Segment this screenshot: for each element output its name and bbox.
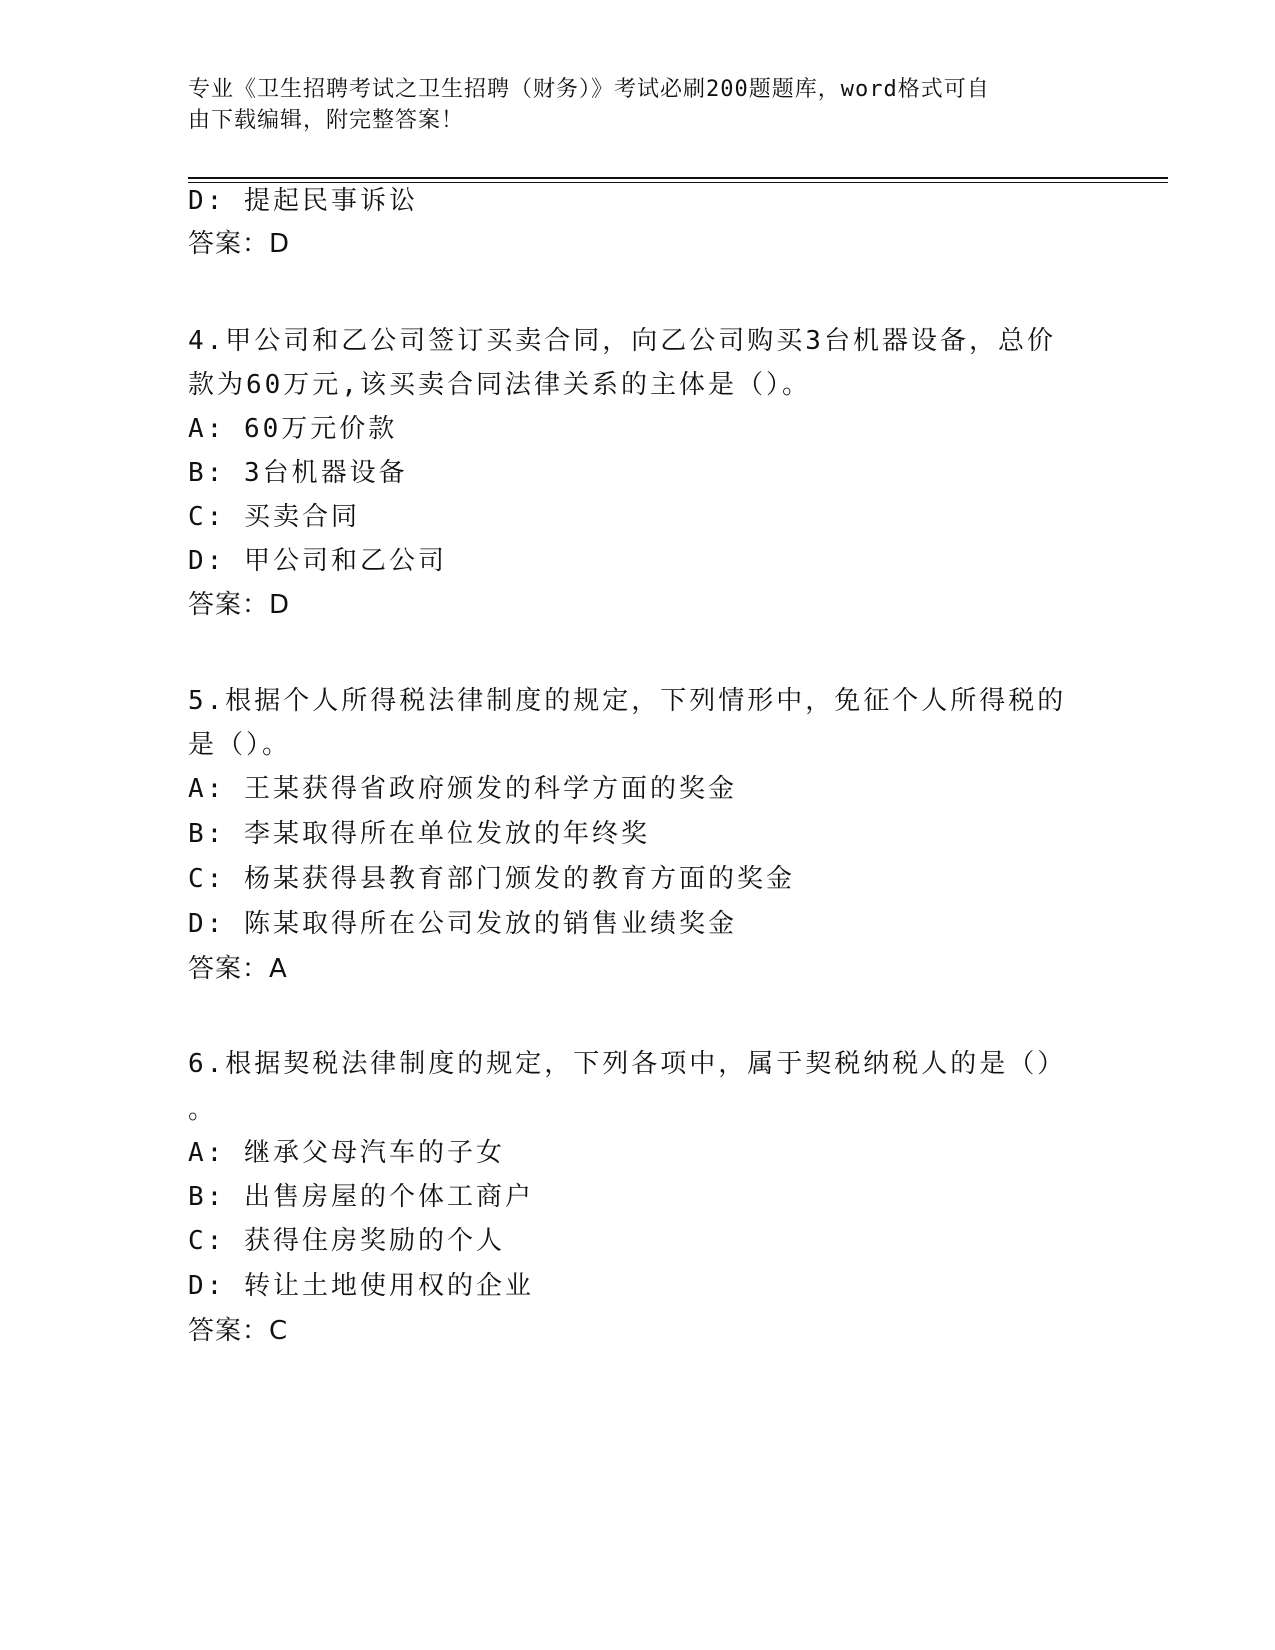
q4-option-a: A: 60万元价款 [188, 414, 398, 444]
q6-option-d: D: 转让土地使用权的企业 [188, 1271, 534, 1301]
q3-option-d: D: 提起民事诉讼 [188, 186, 418, 216]
q3-answer: 答案：D [188, 229, 291, 259]
q4-option-c: C: 买卖合同 [188, 502, 360, 532]
q6-stem-line-1: 6.根据契税法律制度的规定，下列各项中，属于契税纳税人的是（） [188, 1049, 1067, 1079]
q5-stem-line-2: 是（）。 [188, 730, 292, 760]
q6-stem-line-2: 。 [188, 1095, 218, 1125]
q6-option-c: C: 获得住房奖励的个人 [188, 1226, 505, 1256]
q6-option-a: A: 继承父母汽车的子女 [188, 1138, 505, 1168]
header-line-2: 由下载编辑，附完整答案！ [188, 108, 465, 133]
document-header [188, 74, 1068, 136]
q4-option-d: D: 甲公司和乙公司 [188, 546, 447, 576]
q4-stem-line-1: 4.甲公司和乙公司签订买卖合同，向乙公司购买3台机器设备，总价 [188, 326, 1056, 356]
q4-option-b: B: 3台机器设备 [188, 458, 408, 488]
q4-answer: 答案：D [188, 590, 291, 620]
q5-answer: 答案：A [188, 954, 288, 984]
q5-option-d: D: 陈某取得所在公司发放的销售业绩奖金 [188, 909, 737, 939]
header-line-1: 专业《卫生招聘考试之卫生招聘（财务）》考试必刷200题题库，word格式可自 [188, 77, 990, 102]
q6-answer: 答案：C [188, 1316, 289, 1346]
q5-stem-line-1: 5.根据个人所得税法律制度的规定，下列情形中，免征个人所得税的 [188, 686, 1067, 716]
q5-option-c: C: 杨某获得县教育部门颁发的教育方面的奖金 [188, 864, 795, 894]
q5-option-b: B: 李某取得所在单位发放的年终奖 [188, 819, 650, 849]
q6-option-b: B: 出售房屋的个体工商户 [188, 1182, 534, 1212]
q4-stem-line-2: 款为60万元,该买卖合同法律关系的主体是（）。 [188, 370, 811, 400]
q5-option-a: A: 王某获得省政府颁发的科学方面的奖金 [188, 774, 737, 804]
header-divider-thick [188, 177, 1168, 179]
